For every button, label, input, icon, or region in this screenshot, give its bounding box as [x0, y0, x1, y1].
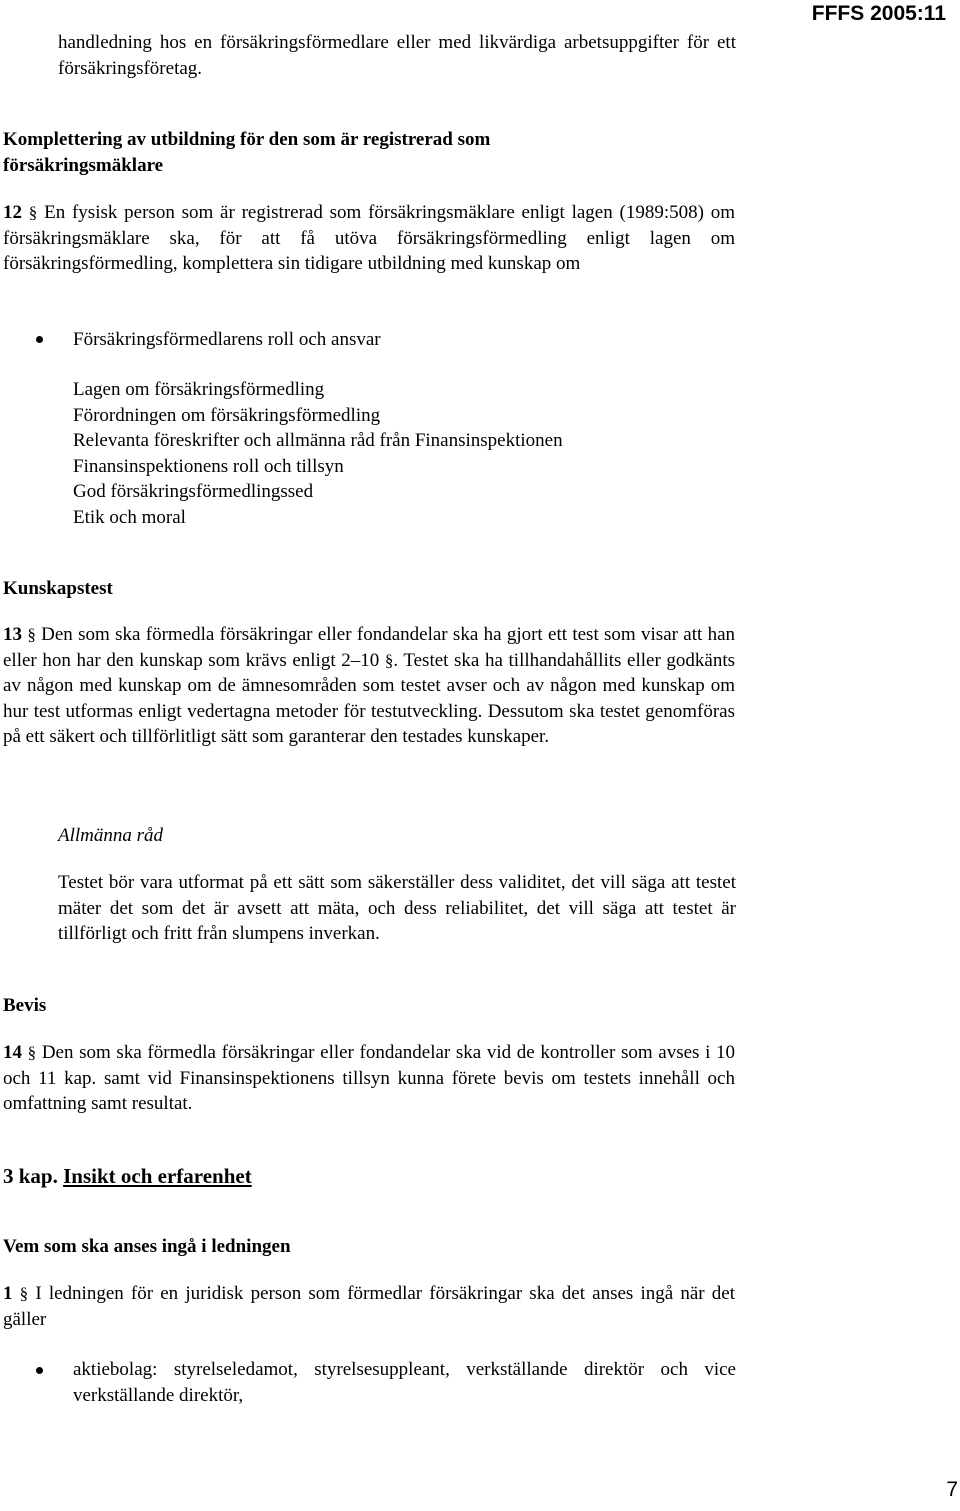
section-12-heading-line-1: Komplettering av utbildning för den som är registrerad som — [3, 129, 491, 150]
section-12-text: En fysisk person som är registrerad som försäkringsmäklare enligt lagen (1989:508) om försäkringsmäklare ska, för att få utöva försäkringsförmedling enligt lagen om försäkringsförmedling, komplettera sin tidigare utbildning med kunskap om — [3, 202, 736, 275]
chapter-3-bullet-item: aktiebolag: styrelseledamot, styrelsesuppleant, verkställande direktör och vice verkställande direktör, — [73, 1359, 736, 1406]
bullet-icon — [36, 1367, 43, 1374]
topic-item: Lagen om försäkringsförmedling — [73, 379, 325, 400]
section-number: 12 — [3, 202, 22, 223]
section-number: 1 — [3, 1283, 13, 1304]
chapter-heading — [3, 1162, 252, 1190]
section-14-paragraph — [3, 1040, 735, 1117]
section-13-text-a: Den som ska förmedla försäkringar eller fondandelar ska ha gjort ett test som visar att han eller hon har den kunskap som krävs enligt 2–10 — [3, 624, 736, 671]
general-advice-heading: Allmänna råd — [58, 825, 164, 846]
section-13-text-b: . Testet ska ha tillhandahållits eller godkänts av någon med kunskap om de ämnesområden som testet avser och av någon med kunskap om hur test utformas enligt vedertagna metoder för testutveckling. Dessutom ska testet genomföras på ett säkert och tillförlitligt sätt som garanterar den testades kunskaper. — [3, 649, 736, 748]
chapter-3-paragraph-1-text: I ledningen för en juridisk person som förmedlar försäkringar ska det anses ingå när det gäller — [3, 1283, 736, 1330]
document-id: FFFS 2005:11 — [811, 2, 946, 25]
bullet-icon — [36, 336, 43, 343]
topic-item: Finansinspektionens roll och tillsyn — [73, 455, 344, 477]
topic-item: God försäkringsförmedlingssed — [73, 481, 314, 502]
section-number: 13 — [3, 624, 22, 645]
chapter-number: 3 kap. — [3, 1164, 58, 1188]
chapter-title: Insikt och erfarenhet — [63, 1164, 252, 1188]
section-12-heading-line-2: försäkringsmäklare — [3, 154, 164, 176]
section-symbol: § — [27, 1043, 37, 1062]
general-advice-paragraph: Testet bör vara utformat på ett sätt som säkerställer dess validitet, det vill säga att testet mäter det som det är avsett att mäta, och dess reliabilitet, det vill säga att testet är tillförligt och fritt från slumpens inverkan. — [58, 872, 736, 945]
intro-paragraph: handledning hos en försäkringsförmedlare eller med likvärdiga arbetsuppgifter för ett försäkringsföretag. — [58, 32, 736, 79]
topic-item: Etik och moral — [73, 506, 186, 528]
section-12-paragraph — [3, 200, 735, 277]
section-number: 14 — [3, 1042, 22, 1063]
section-12-topic-list — [73, 377, 563, 530]
section-symbol: § — [28, 203, 38, 222]
section-symbol: § — [19, 1284, 29, 1303]
section-12-heading — [3, 127, 490, 178]
section-13-heading: Kunskapstest — [3, 578, 113, 599]
section-symbol: § — [27, 625, 36, 644]
topic-item: Förordningen om försäkringsförmedling — [73, 404, 381, 426]
page-number: 7 — [946, 1478, 958, 1501]
chapter-3-paragraph-1 — [3, 1281, 735, 1332]
topic-item: Relevanta föreskrifter och allmänna råd från Finansinspektionen — [73, 430, 563, 451]
section-13-paragraph — [3, 622, 735, 750]
section-14-heading: Bevis — [3, 995, 47, 1016]
section-symbol: § — [384, 650, 394, 670]
chapter-subheading: Vem som ska anses ingå i ledningen — [3, 1236, 291, 1257]
section-12-bullet-item: Försäkringsförmedlarens roll och ansvar — [73, 329, 381, 350]
section-14-text: Den som ska förmedla försäkringar eller fondandelar ska vid de kontroller som avses i 10 och 11 kap. samt vid Finansinspektionens tillsyn kunna förete bevis om testets innehåll och omfattning samt resultat. — [3, 1042, 736, 1115]
